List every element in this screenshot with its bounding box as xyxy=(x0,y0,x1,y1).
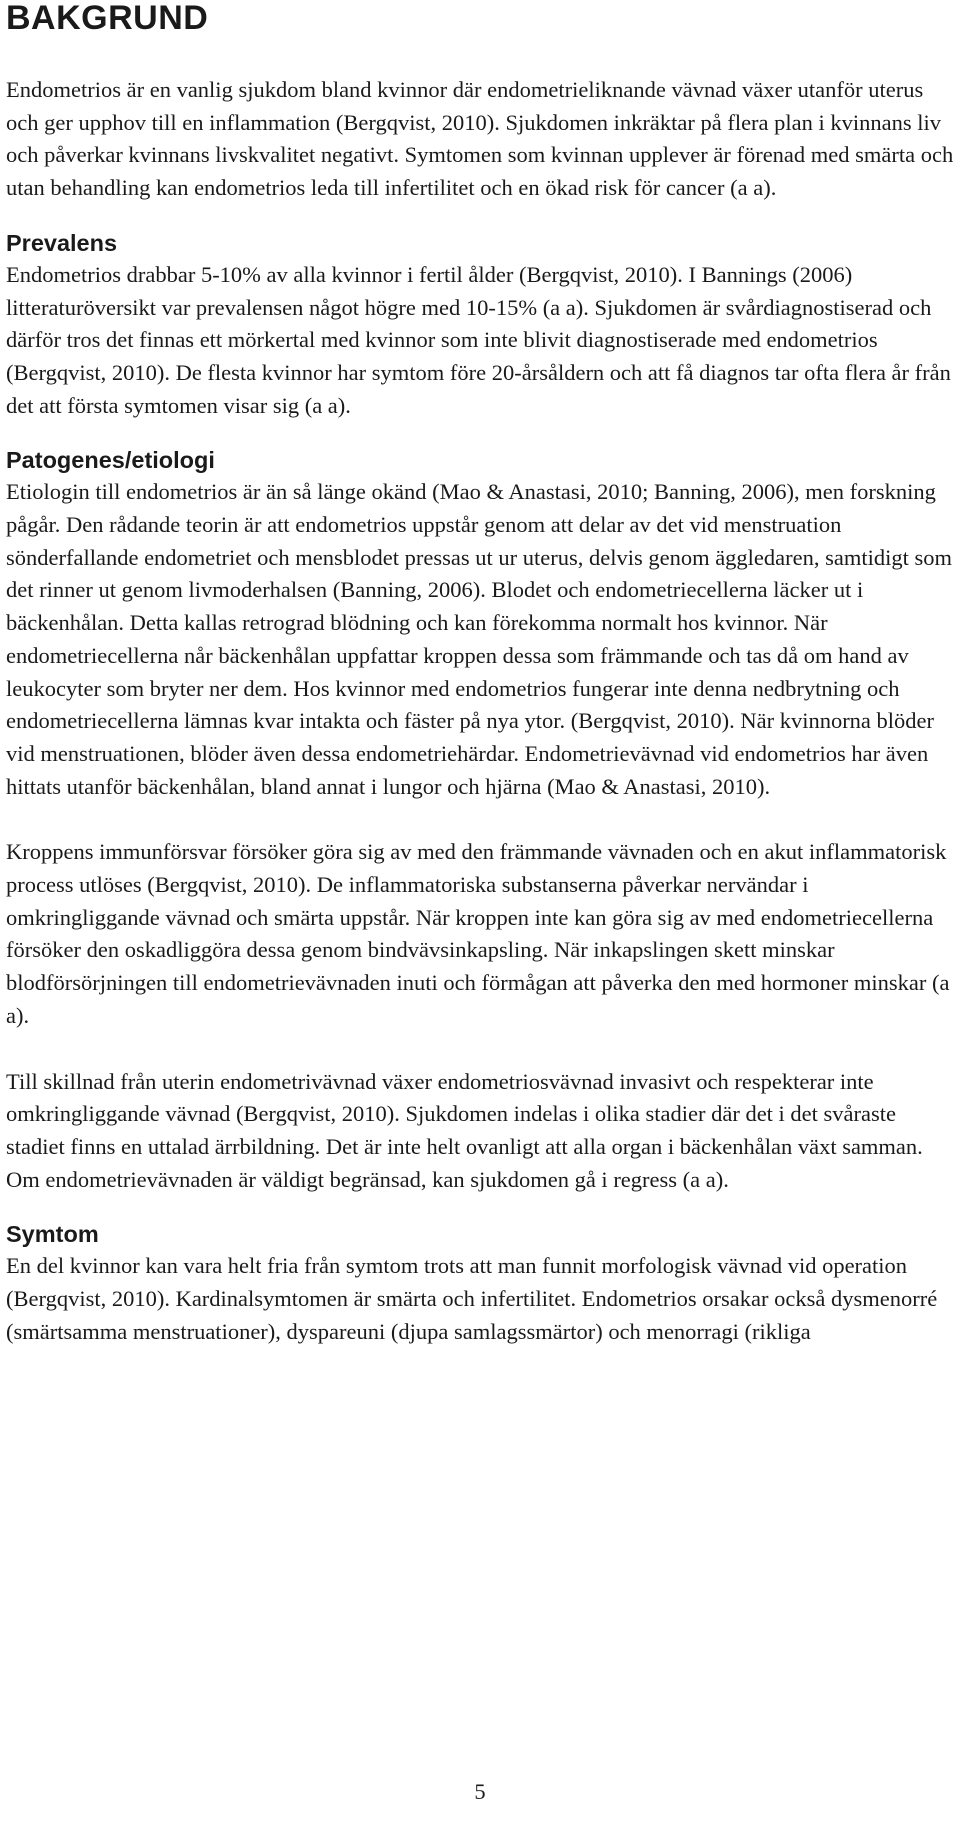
page-number: 5 xyxy=(474,1779,486,1804)
page-title: BAKGRUND xyxy=(6,0,209,37)
symtom-paragraph: En del kvinnor kan vara helt fria från symtom trots att man funnit morfologisk vävnad vid operation (Bergqvist, 2010). Kardinalsymtomen är smärta och infertilitet. Endometrios orsakar också dysmenorré (smärtsamma menstruationer), dyspareuni (djupa samlagssmärtor) och menorragi (rikliga xyxy=(6,1253,938,1344)
intro-paragraph: Endometrios är en vanlig sjukdom bland kvinnor där endometrieliknande vävnad växer utanför uterus och ger upphov till en inflammation (Bergqvist, 2010). Sjukdomen inkräktar på flera plan i kvinnans liv och påverkar kvinnans livskvalitet negativt. Symtomen som kvinnan upplever är förenad med smärta och utan behandling kan endometrios leda till infertilitet och en ökad risk för cancer (a a). xyxy=(6,77,954,201)
section-heading-symtom: Symtom xyxy=(6,1221,99,1248)
patogenes-paragraph-1: Etiologin till endometrios är än så länge okänd (Mao & Anastasi, 2010; Banning, 2006), men forskning pågår. Den rådande teorin är att endometrios uppstår genom att delar av det vid menstruation sönderfallande endometriet och mensblodet pressas ut ur uterus, delvis genom äggledaren, samtidigt som det rinner ut genom livmoderhalsen (Banning, 2006). Blodet och endometriecellerna läcker ut i bäckenhålan. Detta kallas retrograd blödning och kan förekomma normalt hos kvinnor. När endometriecellerna når bäckenhålan uppfattar kroppen dessa som främmande och tas då om hand av leukocyter som bryter ner dem. Hos kvinnor med endometrios fungerar inte denna nedbrytning och endometriecellerna lämnas kvar intakta och fäster på nya ytor. (Bergqvist, 2010). När kvinnorna blöder vid menstruationen, blöder även dessa endometriehärdar. Endometrievävnad vid endometrios har även hittats utanför bäckenhålan, bland annat i lungor och hjärna (Mao & Anastasi, 2010). xyxy=(6,479,953,799)
document-page xyxy=(6,0,954,1349)
section-heading-patogenes: Patogenes/etiologi xyxy=(6,447,215,474)
patogenes-paragraph-2: Kroppens immunförsvar försöker göra sig av med den främmande vävnaden och en akut inflammatorisk process utlöses (Bergqvist, 2010). De inflammatoriska substanserna påverkar nervändar i omkringliggande vävnad och smärta uppstår. När kroppen inte kan göra sig av med endometriecellerna försöker den oskadliggöra dessa genom bindvävsinkapsling. När inkapslingen skett minskar blodförsörjningen till endometrievävnaden inuti och förmågan att påverka den med hormoner minskar (a a). xyxy=(6,839,950,1028)
patogenes-paragraph-3: Till skillnad från uterin endometrivävnad växer endometriosvävnad invasivt och respekterar inte omkringliggande vävnad (Bergqvist, 2010). Sjukdomen indelas i olika stadier där det i det svåraste stadiet finns en uttalad ärrbildning. Det är inte helt ovanligt att alla organ i bäckenhålan växt samman. Om endometrievävnaden är väldigt begränsad, kan sjukdomen gå i regress (a a). xyxy=(6,1068,923,1192)
prevalens-paragraph: Endometrios drabbar 5-10% av alla kvinnor i fertil ålder (Bergqvist, 2010). I Bannings (2006) litteraturöversikt var prevalensen något högre med 10-15% (a a). Sjukdomen är svårdiagnostiserad och därför tros det finnas ett mörkertal med kvinnor som inte blivit diagnostiserade med endometrios (Bergqvist, 2010). De flesta kvinnor har symtom före 20-årsåldern och att få diagnos tar ofta flera år från det att första symtomen visar sig (a a). xyxy=(6,261,951,418)
section-heading-prevalens: Prevalens xyxy=(6,229,118,256)
